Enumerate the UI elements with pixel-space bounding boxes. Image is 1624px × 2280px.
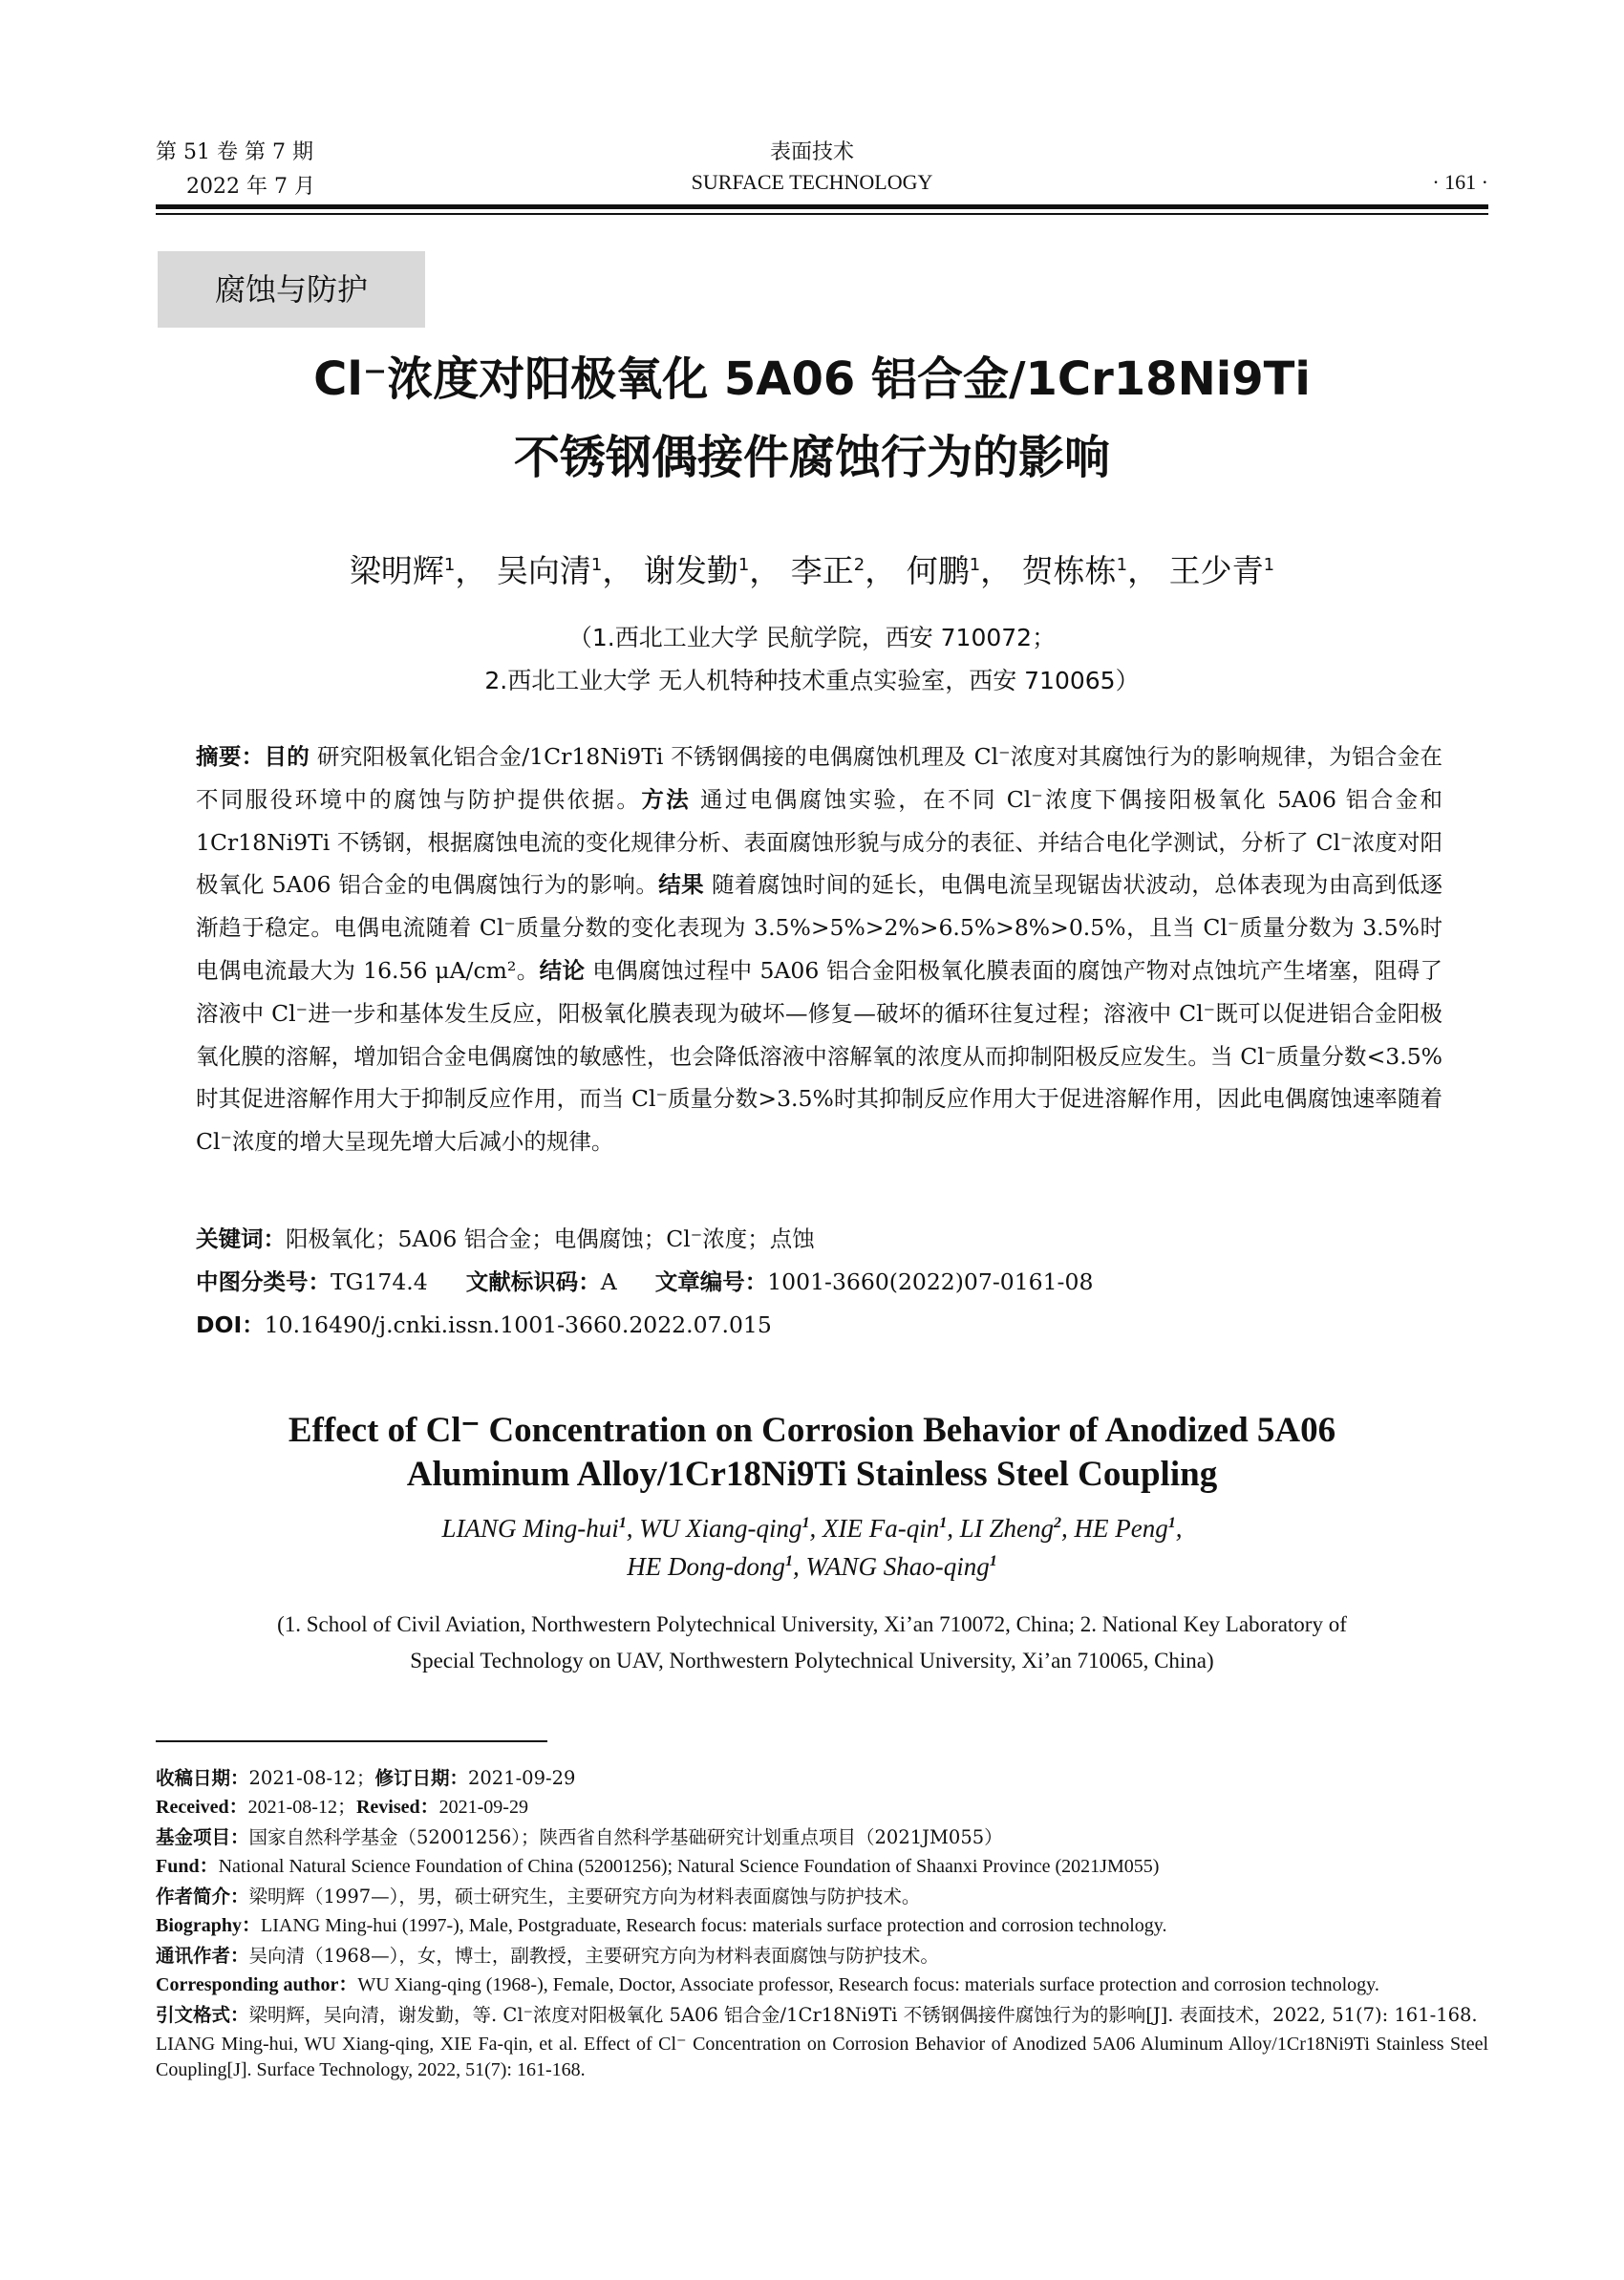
affiliation-en-line2: Special Technology on UAV, Northwestern Polytechnical University, Xi’an 710065, China): [410, 1649, 1214, 1673]
title-en-line2: Aluminum Alloy/1Cr18Ni9Ti Stainless Steel Coupling: [406, 1455, 1218, 1494]
footnote-corr-cn: 通讯作者：吴向清（1968—），女，博士，副教授，主要研究方向为材料表面腐蚀与防护技术。: [156, 1945, 939, 1967]
abstract: [196, 735, 1442, 1163]
footnote-received-cn: 收稿日期：2021-08-12；修订日期：2021-09-29: [156, 1767, 576, 1789]
footnote-rule: [156, 1740, 547, 1742]
header-journal-title: 表面技术: [769, 140, 854, 164]
author-aff-number: 2: [853, 555, 865, 575]
abstract-conclusion-label: 结论: [539, 956, 586, 984]
author-aff-number: 1: [784, 1553, 793, 1569]
section-tag: 腐蚀与防护: [158, 251, 425, 328]
author-cn: 何鹏: [906, 552, 970, 589]
doi-value: 10.16490/j.cnki.issn.1001-3660.2022.07.015: [264, 1311, 772, 1338]
abstract-objective: 研究阳极氧化铝合金/1Cr18Ni9Ti 不锈钢偶接的电偶腐蚀机理及 Cl⁻浓度对其腐蚀行为的影响规律，为铝合金在不同服役环境中的腐蚀与防护提供依据。: [196, 743, 1443, 813]
abstract-label: 摘要：: [196, 743, 265, 770]
footnote-bio-cn: 作者简介：梁明辉（1997—），男，硕士研究生，主要研究方向为材料表面腐蚀与防护技术。: [156, 1886, 921, 1907]
footnote-cite-en: LIANG Ming-hui, WU Xiang-qing, XIE Fa-qin, et al. Effect of Cl⁻ Concentration on Corrosion Behavior of Anodized 5A06 Aluminum Alloy/1Cr18Ni9Ti Stainless Steel Coupling[J]. Surface Technology, 2022, 51(7): 161-168.: [156, 2034, 1488, 2080]
doc-code-value: A: [600, 1268, 617, 1295]
author-cn: 李正: [790, 552, 854, 589]
author-aff-number: 1: [1263, 555, 1275, 575]
classification: [196, 1261, 1442, 1304]
abstract-conclusion: 电偶腐蚀过程中 5A06 铝合金阳极氧化膜表面的腐蚀产物对点蚀坑产生堵塞，阻碍了溶液中 Cl⁻进一步和基体发生反应，阳极氧化膜表现为破坏—修复—破坏的循环往复过程；溶液中 Cl⁻既可以促进铝合金阳极氧化膜的溶解，增加铝合金电偶腐蚀的敏感性，也会降低溶液中溶解氧的浓度从而抑制阳极反应发生。当 Cl⁻质量分数<3.5%时其促进溶解作用大于抑制反应作用，而当 Cl⁻质量分数>3.5%时其抑制反应作用大于促进溶解作用，因此电偶腐蚀速率随着 Cl⁻浓度的增大呈现先增大后减小的规律。: [196, 956, 1442, 1156]
abstract-result: 随着腐蚀时间的延长，电偶电流呈现锯齿状波动，总体表现为由高到低逐渐趋于稳定。电偶电流随着 Cl⁻质量分数的变化表现为 3.5%>5%>2%>6.5%>8%>0.5%，且当 Cl⁻质量分数为 3.5%时电偶电流最大为 16.56 μA/cm²。: [196, 871, 1442, 984]
author-aff-number: 1: [939, 1515, 948, 1531]
affiliation-en-line1: (1. School of Civil Aviation, Northwestern Polytechnical University, Xi’an 710072, China; 2. National Key Laboratory of: [277, 1612, 1347, 1636]
author-cn: 王少青: [1168, 552, 1264, 589]
author-aff-number: 1: [969, 555, 981, 575]
author-aff-number: 1: [618, 1515, 627, 1531]
abstract-result-label: 结果: [658, 871, 705, 899]
author-en: LI Zheng: [959, 1514, 1054, 1543]
author-cn: 梁明辉: [349, 552, 444, 589]
header-date: 2022 年 7 月: [186, 175, 315, 199]
author-cn: 谢发勤: [643, 552, 738, 589]
footnotes: [156, 1765, 1488, 2087]
author-aff-number: 2: [1054, 1515, 1061, 1531]
doc-code-label: 文献标识码：: [465, 1268, 601, 1295]
doi-label: DOI：: [196, 1311, 265, 1338]
authors-cn: 梁明辉$^1$， 吴向清$^1$， 谢发勤$^1$， 李正$^2$， 何鹏$^1$， 贺栋栋$^1$， 王少青$^1$: [349, 552, 1275, 589]
title-cn-line2: 不锈钢偶接件腐蚀行为的影响: [513, 431, 1110, 484]
title-cn-line1: Cl⁻浓度对阳极氧化 5A06 铝合金/1Cr18Ni9Ti: [313, 352, 1311, 406]
header-journal-title-en: SURFACE TECHNOLOGY: [691, 170, 933, 194]
footnote-fund-cn: 基金项目：国家自然科学基金（52001256）；陕西省自然科学基础研究计划重点项目（2021JM055）: [156, 1826, 1003, 1848]
clc-value: TG174.4: [331, 1268, 428, 1295]
abstract-method-label: 方法: [641, 785, 692, 813]
clc-label: 中图分类号：: [196, 1268, 331, 1295]
authors-en-line1: LIANG Ming-hui$^1$, WU Xiang-qing$^1$, XIE Fa-qin$^1$, LI Zheng$^2$, HE Peng$^1$,: [441, 1514, 1183, 1543]
abstract-method: 通过电偶腐蚀实验，在不同 Cl⁻浓度下偶接阳极氧化 5A06 铝合金和 1Cr18Ni9Ti 不锈钢，根据腐蚀电流的变化规律分析、表面腐蚀形貌与成分的表征、并结合电化学测试，分析了 Cl⁻浓度对阳极氧化 5A06 铝合金的电偶腐蚀行为的影响。: [196, 785, 1443, 899]
doi: [196, 1304, 1442, 1347]
footnote-received-en: Received：2021-08-12；Revised：2021-09-29: [156, 1797, 528, 1818]
keywords-label: 关键词：: [196, 1225, 286, 1252]
header-rule-thick: [156, 204, 1488, 209]
author-aff-number: 1: [737, 555, 750, 575]
footnote-fund-en: Fund：National Natural Science Foundation of China (52001256); Natural Science Foundation of Shaanxi Province (2021JM055): [156, 1856, 1160, 1877]
author-aff-number: 1: [443, 555, 456, 575]
header-volume-issue: 第 51 卷 第 7 期: [156, 140, 313, 164]
author-aff-number: 1: [1116, 555, 1128, 575]
footnote-cite-cn: 引文格式：梁明辉，吴向清，谢发勤，等. Cl⁻浓度对阳极氧化 5A06 铝合金/1Cr18Ni9Ti 不锈钢偶接件腐蚀行为的影响[J]. 表面技术，2022, 51(7): 161-168.: [156, 2004, 1478, 2026]
author-en: WANG Shao-qing: [805, 1552, 990, 1581]
article-number-label: 文章编号：: [654, 1268, 768, 1295]
affiliation-cn-line1: （1.西北工业大学 民航学院，西安 710072；: [567, 624, 1057, 651]
author-cn: 吴向清: [496, 552, 591, 589]
author-cn: 贺栋栋: [1021, 552, 1117, 589]
authors-en-line2: HE Dong-dong$^1$, WANG Shao-qing$^1$: [627, 1552, 997, 1581]
author-en: HE Peng: [1074, 1514, 1168, 1543]
abstract-objective-label: 目的: [264, 743, 310, 770]
author-en: WU Xiang-qing: [639, 1514, 802, 1543]
author-en: LIANG Ming-hui: [441, 1514, 619, 1543]
author-aff-number: 1: [590, 555, 603, 575]
header-rule-thin: [156, 213, 1488, 215]
keywords-value: 阳极氧化；5A06 铝合金；电偶腐蚀；Cl⁻浓度；点蚀: [286, 1225, 815, 1252]
footnote-corr-en: Corresponding author：WU Xiang-qing (1968-), Female, Doctor, Associate professor, Research focus: materials surface protection and corrosion technology.: [156, 1974, 1379, 1995]
author-en: XIE Fa-qin: [823, 1514, 940, 1543]
author-aff-number: 1: [1167, 1515, 1176, 1531]
header-page-number: · 161 ·: [1432, 170, 1488, 194]
title-en-line1: Effect of Cl⁻ Concentration on Corrosion Behavior of Anodized 5A06: [288, 1411, 1336, 1450]
footnote-bio-en: Biography：LIANG Ming-hui (1997-), Male, Postgraduate, Research focus: materials surface protection and corrosion technology.: [156, 1915, 1167, 1936]
author-aff-number: 1: [989, 1553, 997, 1569]
author-en: HE Dong-dong: [627, 1552, 785, 1581]
affiliation-cn-line2: 2.西北工业大学 无人机特种技术重点实验室，西安 710065）: [484, 667, 1140, 694]
author-aff-number: 1: [801, 1515, 810, 1531]
article-number-value: 1001-3660(2022)07-0161-08: [767, 1268, 1094, 1295]
keywords: [196, 1218, 1442, 1261]
